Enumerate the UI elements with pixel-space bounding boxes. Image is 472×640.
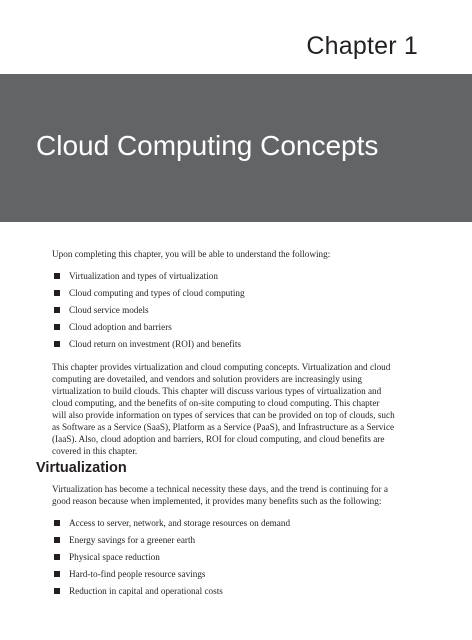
square-bullet-icon xyxy=(54,571,60,577)
benefits-list xyxy=(52,517,392,602)
list-item xyxy=(52,321,396,338)
chapter-title: Cloud Computing Concepts xyxy=(36,130,379,161)
square-bullet-icon xyxy=(54,290,60,296)
list-item xyxy=(52,534,392,551)
list-item xyxy=(52,270,396,287)
intro-section xyxy=(52,248,396,457)
list-item-text: Cloud return on investment (ROI) and benefits xyxy=(69,339,241,349)
list-item-text: Physical space reduction xyxy=(69,552,160,562)
section-heading-virtualization: Virtualization xyxy=(36,460,127,476)
virtualization-section xyxy=(52,483,392,602)
list-item-text: Cloud service models xyxy=(69,305,149,315)
list-item-text: Access to server, network, and storage resources on demand xyxy=(69,518,291,528)
list-item-text: Hard-to-find people resource savings xyxy=(69,569,206,579)
list-item-text: Reduction in capital and operational costs xyxy=(69,586,223,596)
virtualization-paragraph: Virtualization has become a technical necessity these days, and the trend is continuing for a good reason because when implemented, it provides many benefits such as the following: xyxy=(52,484,388,506)
square-bullet-icon xyxy=(54,588,60,594)
list-item xyxy=(52,585,392,602)
square-bullet-icon xyxy=(54,554,60,560)
square-bullet-icon xyxy=(54,537,60,543)
list-item xyxy=(52,551,392,568)
list-item xyxy=(52,517,392,534)
list-item xyxy=(52,338,396,355)
square-bullet-icon xyxy=(54,273,60,279)
list-item xyxy=(52,304,396,321)
list-item-text: Cloud adoption and barriers xyxy=(69,322,172,332)
list-item-text: Virtualization and types of virtualization xyxy=(69,271,218,281)
square-bullet-icon xyxy=(54,341,60,347)
list-item-text: Energy savings for a greener earth xyxy=(69,535,196,545)
list-item xyxy=(52,568,392,585)
list-item-text: Cloud computing and types of cloud computing xyxy=(69,288,245,298)
intro-paragraph: This chapter provides virtualization and cloud computing concepts. Virtualization and cloud computing are dovetailed, and vendors and solution providers are increasingly using virtualization to build clouds. This chapter will discuss various types of virtualization and cloud computing, and the benefits of on-site computing to cloud computing. This chapter will also provide information on types of services that can be provided on top of clouds, such as Software as a Service (SaaS), Platform as a Service (PaaS), and Infrastructure as a Service (IaaS). Also, cloud adoption and barriers, ROI for cloud computing, and cloud benefits are covered in this chapter. xyxy=(52,362,395,456)
list-item xyxy=(52,287,396,304)
objectives-list xyxy=(52,270,396,355)
chapter-label: Chapter 1 xyxy=(306,32,418,60)
intro-lead: Upon completing this chapter, you will be able to understand the following: xyxy=(52,249,331,259)
square-bullet-icon xyxy=(54,324,60,330)
square-bullet-icon xyxy=(54,520,60,526)
square-bullet-icon xyxy=(54,307,60,313)
